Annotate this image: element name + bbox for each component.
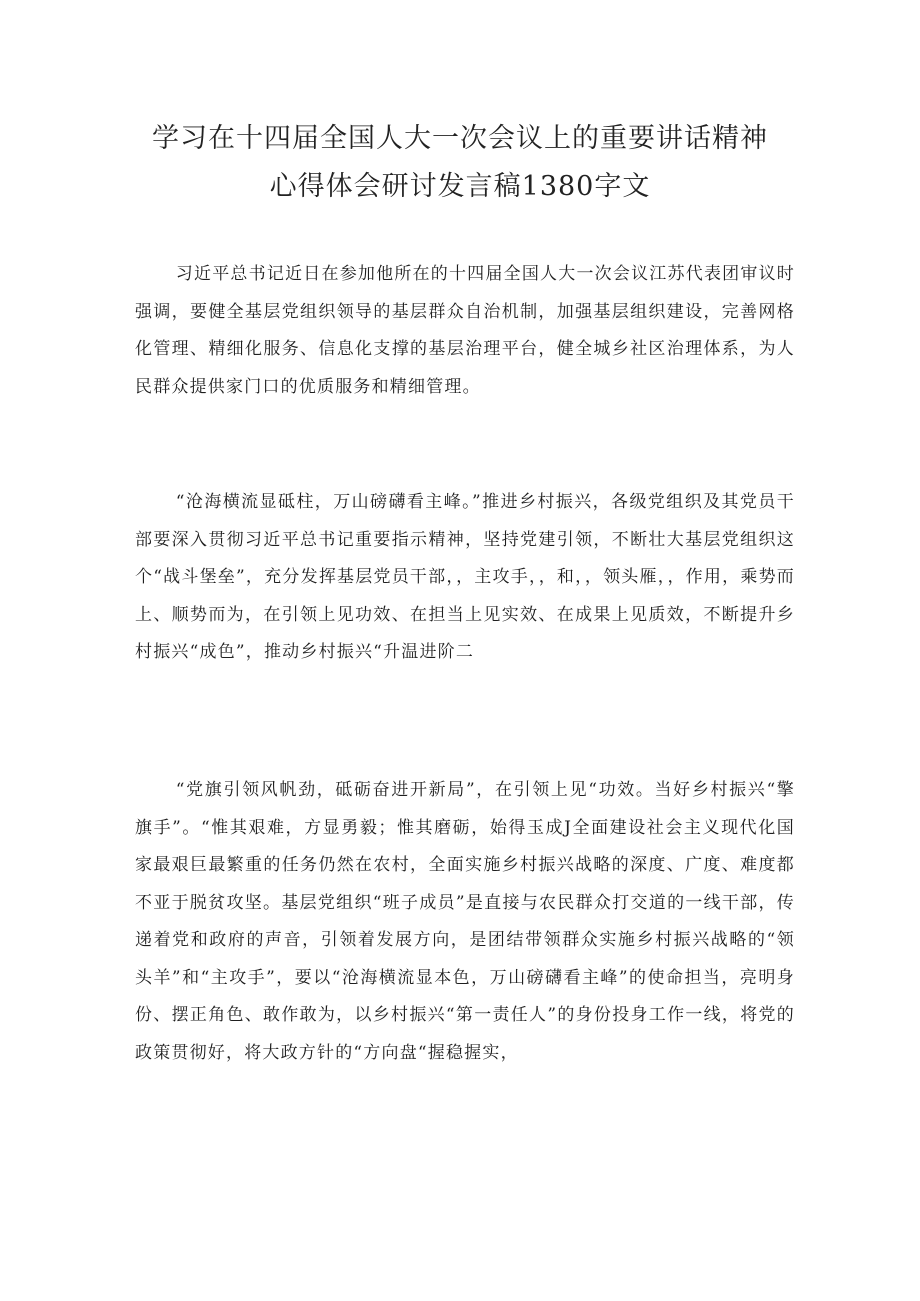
paragraph-2: “沧海横流显砥柱，万山磅礴看主峰。”推进乡村振兴，各级党组织及其党员干部要深入贯彻习近平总书记重要指示精神，坚持党建引领，不断壮大基层党组织这个“战斗堡垒”，充分发挥基层党员干部，，主攻手，，和，，领头雁，，作用，乘势而上、顺势而为，在引领上见功效、在担当上见实效、在成果上见质效，不断提升乡村振兴“成色”，推动乡村振兴“升温进阶二: [135, 492, 795, 662]
paragraph-3: “党旗引领风帆劲，砥砺奋进开新局”，在引领上见“功效。当好乡村振兴“擎旗手”。“惟其艰难，方显勇毅；惟其磨砺，始得玉成J全面建设社会主义现代化国家最艰巨最繁重的任务仍然在农村，全面实施乡村振兴战略的深度、广度、难度都不亚于脱贫攻坚。基层党组织“班子成员”是直接与农民群众打交道的一线干部，传递着党和政府的声音，引领着发展方向，是团结带领群众实施乡村振兴战略的“领头羊”和“主攻手”，要以“沧海横流显本色，万山磅礴看主峰”的使命担当，亮明身份、摆正角色、敢作敢为，以乡村振兴“第一责任人”的身份投身工作一线，将党的政策贯彻好，将大政方针的“方向盘“握稳握实，: [135, 780, 795, 1063]
paragraph-1: 习近平总书记近日在参加他所在的十四届全国人大一次会议江苏代表团审议时强调，要健全基层党组织领导的基层群众自治机制，加强基层组织建设，完善网格化管理、精细化服务、信息化支撑的基层治理平台，健全城乡社区治理体系，为人民群众提供家门口的优质服务和精细管理。: [135, 264, 795, 397]
document-title-line-1: 学习在十四届全国人大一次会议上的重要讲话精神: [152, 123, 768, 154]
document-title-line-2: 心得体会研讨发言稿1380字文: [269, 171, 651, 202]
